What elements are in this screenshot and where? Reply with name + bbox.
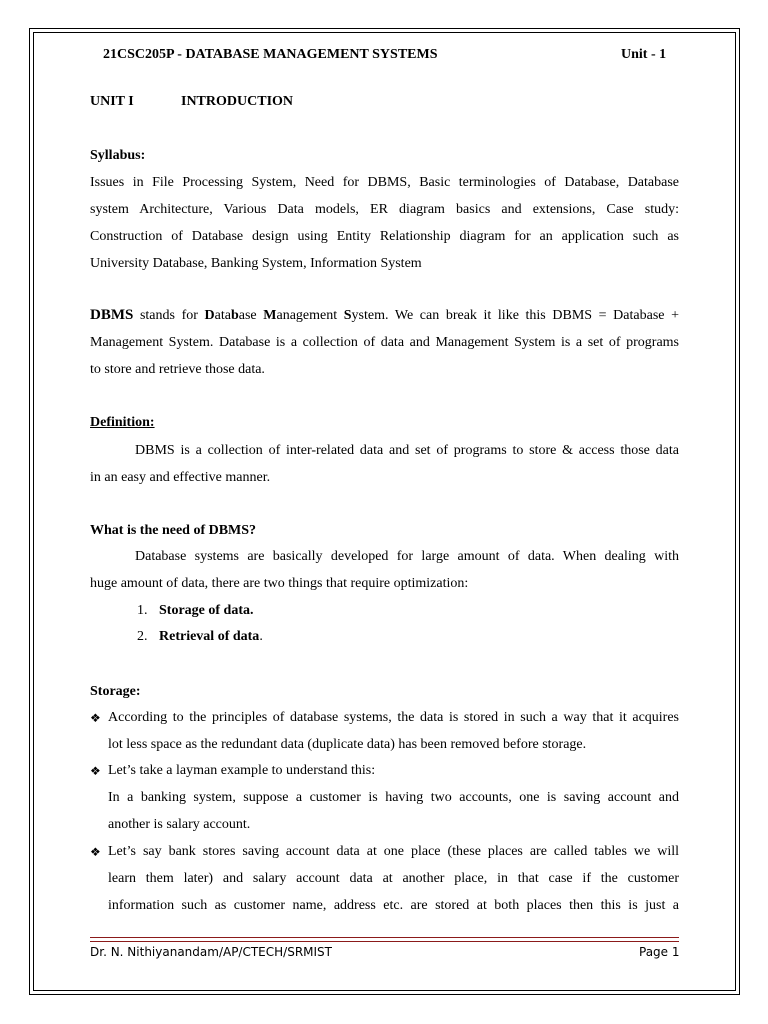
dbms-intro-line [90, 302, 679, 329]
need-item-suffix: . [259, 629, 263, 644]
syllabus-heading: Syllabus: [90, 148, 146, 163]
dbms-letter-d: D [204, 308, 215, 323]
need-text [90, 543, 679, 597]
dbms-intro [90, 302, 679, 383]
dbms-letter-m: M [263, 308, 277, 323]
footer-rule [90, 937, 679, 938]
footer-rule [90, 941, 679, 942]
unit-title: INTRODUCTION [181, 94, 294, 109]
unit-label: Unit - 1 [621, 47, 667, 62]
definition-line: DBMS is a collection of inter-related data and set of programs to store & access those data [135, 443, 679, 458]
need-item [159, 629, 263, 645]
syllabus-line: University Database, Banking System, Information System [90, 256, 422, 271]
storage-line: According to the principles of database systems, the data is stored in such a way that it acquires [108, 710, 679, 725]
dbms-intro-text: ata [214, 308, 231, 323]
need-item: Storage of data. [159, 603, 254, 618]
dbms-intro-line: to store and retrieve those data. [90, 362, 265, 377]
definition-line: in an easy and effective manner. [90, 470, 271, 485]
storage-line: information such as customer name, address etc. are stored at both places then this is just a [108, 898, 679, 913]
need-line: huge amount of data, there are two things that require optimization: [90, 576, 469, 591]
need-heading: What is the need of DBMS? [90, 523, 257, 538]
course-title: 21CSC205P - DATABASE MANAGEMENT SYSTEMS [103, 47, 438, 62]
syllabus-text [90, 169, 679, 277]
need-item-text: Retrieval of data [159, 629, 260, 644]
dbms-intro-text: stands for [133, 308, 205, 323]
definition-text [90, 437, 679, 491]
storage-line: In a banking system, suppose a customer is having two accounts, one is saving account and [108, 790, 679, 805]
dbms-intro-line: Management System. Database is a collection of data and Management System is a set of programs [90, 335, 679, 350]
bullet-icon: ❖ [90, 845, 101, 859]
unit-number: UNIT I [90, 94, 134, 109]
dbms-letter-b: b [230, 308, 239, 323]
syllabus-line: Construction of Database design using Entity Relationship diagram for an application such as [90, 229, 679, 244]
storage-heading: Storage: [90, 684, 141, 699]
storage-line: lot less space as the redundant data (duplicate data) has been removed before storage. [108, 737, 587, 752]
storage-line: Let’s say bank stores saving account data at one place (these places are called tables we will [108, 844, 679, 859]
dbms-intro-text: ase [238, 308, 264, 323]
storage-bullet-3 [108, 838, 679, 919]
storage-bullet-1 [108, 704, 679, 758]
dbms-letter-s: S [343, 308, 352, 323]
storage-line: another is salary account. [108, 817, 251, 832]
need-item-num: 1. [137, 603, 148, 618]
footer-author: Dr. N. Nithiyanandam/AP/CTECH/SRMIST [90, 945, 333, 959]
dbms-intro-text: anagement [276, 308, 344, 323]
storage-line: Let’s take a layman example to understand this: [108, 763, 376, 778]
dbms-intro-text: ystem. We can break it like this DBMS = Database + [351, 308, 679, 323]
syllabus-line: Issues in File Processing System, Need for DBMS, Basic terminologies of Database, Database [90, 175, 679, 190]
definition-heading: Definition: [90, 415, 155, 430]
storage-line: learn them later) and salary account data at another place, in that case if the customer [108, 871, 679, 886]
need-item-num: 2. [137, 629, 148, 644]
dbms-term: DBMS [90, 307, 134, 323]
bullet-icon: ❖ [90, 764, 101, 778]
syllabus-line: system Architecture, Various Data models, ER diagram basics and extensions, Case study: [90, 202, 679, 217]
need-line: Database systems are basically developed for large amount of data. When dealing with [135, 549, 679, 564]
bullet-icon: ❖ [90, 711, 101, 725]
page-number: Page 1 [639, 945, 680, 959]
storage-bullet-2 [108, 757, 679, 838]
